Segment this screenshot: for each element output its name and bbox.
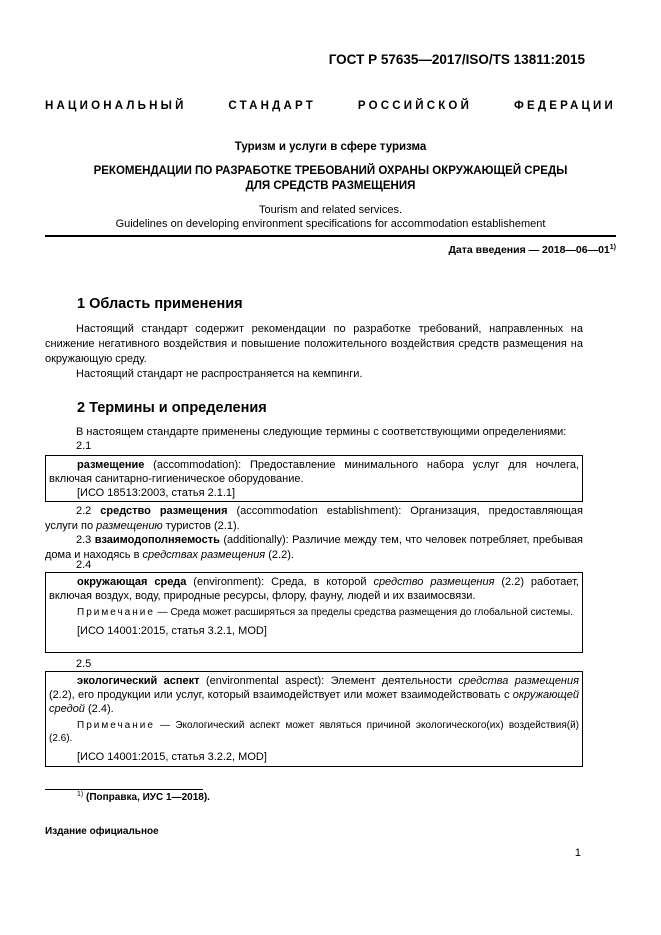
- note-label: Примечание: [77, 607, 155, 618]
- term-2-5-term: экологический аспект: [77, 675, 200, 687]
- term-2-4-term: окружающая среда: [77, 576, 187, 588]
- term-2-5-number: 2.5: [76, 658, 92, 670]
- footnote: [77, 791, 210, 803]
- header-divider: [45, 235, 616, 237]
- date-footnote-mark: 1): [609, 244, 616, 251]
- section-1-heading: 1 Область применения: [77, 296, 243, 312]
- footnote-text: (Поправка, ИУС 1—2018).: [83, 792, 210, 803]
- document-code: ГОСТ Р 57635—2017/ISO/TS 13811:2015: [328, 52, 585, 67]
- footnote-mark: 1): [77, 791, 84, 798]
- term-2-4-reference: [ИСО 14001:2015, статья 3.2.1, MOD]: [77, 625, 267, 637]
- term-2-1-term: размещение: [77, 459, 145, 471]
- term-2-2-term: средство размещения: [100, 505, 228, 517]
- term-2-5-reference: [ИСО 14001:2015, статья 3.2.2, MOD]: [77, 751, 267, 763]
- edition-label: Издание официальное: [45, 826, 159, 837]
- term-2-3: 2.3 взаимодополняемость (additionally): Различие между тем, что человек потребляет, пребывая дома и находясь в средствах размещения (2.2).: [45, 534, 583, 561]
- term-2-5-note: Примечание — Экологический аспект может являться причиной экологического(их) воздействия(й) (2.6).: [49, 720, 579, 744]
- english-title-line-1: Tourism and related services.: [258, 204, 403, 216]
- english-title: [45, 203, 616, 231]
- section-2-heading: 2 Термины и определения: [77, 400, 267, 416]
- section-1-paragraph-2: Настоящий стандарт не распространяется на кемпинги.: [76, 368, 363, 380]
- term-2-1-reference: [ИСО 18513:2003, статья 2.1.1]: [77, 487, 236, 499]
- term-2-1-number: 2.1: [76, 440, 92, 452]
- term-2-2: 2.2 средство размещения (accommodation establishment): Организация, предоставляющая услуги по размещению туристов (2.1).: [45, 505, 583, 532]
- introduction-date: [448, 244, 616, 256]
- national-standard-banner: НАЦИОНАЛЬНЫЙ СТАНДАРТ РОССИЙСКОЙ ФЕДЕРАЦИИ: [45, 100, 616, 112]
- term-2-4-definition: окружающая среда (environment): Среда, в которой средство размещения (2.2) работает, включая воздух, воду, природные ресурсы, флору, фауну, людей и их взаимосвязи.: [49, 576, 579, 602]
- term-2-1-definition: размещение (accommodation): Предоставление минимального набора услуг для ночлега, включая санитарно-гигиеническое оборудование.: [49, 459, 579, 485]
- page-number: 1: [574, 847, 581, 859]
- term-2-5-box: [45, 671, 583, 767]
- term-2-4-box: [45, 572, 583, 653]
- english-title-line-2: Guidelines on developing environment specifications for accommodation establishement: [115, 218, 546, 230]
- term-2-3-term: взаимодополняемость: [94, 534, 220, 546]
- term-2-5-definition: экологический аспект (environmental aspect): Элемент деятельности средства размещения (2.2), его продукции или услуг, который взаимодействует или может взаимодействовать с окружающей средой (2.4).: [49, 675, 579, 715]
- section-1-paragraph-1: Настоящий стандарт содержит рекомендации по разработке требований, направленных на снижение негативного воздействия и повышение положительного воздействия средств размещения на окружающую среду.: [45, 323, 583, 365]
- title-line-1: РЕКОМЕНДАЦИИ ПО РАЗРАБОТКЕ ТРЕБОВАНИЙ ОХРАНЫ ОКРУЖАЮЩЕЙ СРЕДЫ: [93, 165, 568, 177]
- title-line-2: ДЛЯ СРЕДСТВ РАЗМЕЩЕНИЯ: [245, 180, 416, 192]
- section-2-intro: В настоящем стандарте применены следующие термины с соответствующими определениями:: [76, 426, 567, 438]
- footnote-divider: [45, 789, 203, 790]
- note-label: Примечание: [77, 720, 155, 731]
- standard-subject: Туризм и услуги в сфере туризма: [234, 141, 427, 153]
- date-label: Дата введения — 2018—06—01: [448, 244, 610, 256]
- term-2-4-note: Примечание — Среда может расширяться за пределы средства размещения до глобальной системы.: [77, 607, 574, 618]
- term-2-1-box: [45, 455, 583, 502]
- term-2-4-number: 2.4: [76, 559, 92, 571]
- standard-title: [45, 164, 616, 194]
